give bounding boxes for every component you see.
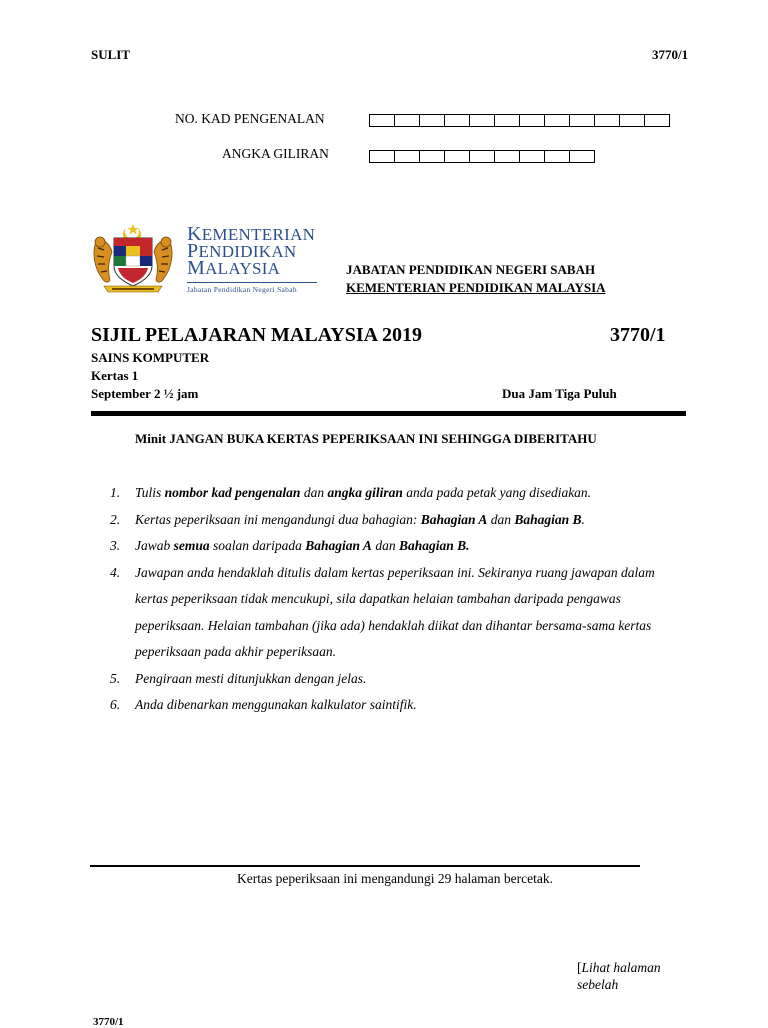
footer-code: 3770/1	[93, 1016, 124, 1028]
instruction-text: Pengiraan mesti ditunjukkan dengan jelas.	[135, 670, 367, 686]
instruction-item	[110, 666, 670, 693]
instruction-item	[110, 480, 670, 507]
id-box-cell[interactable]	[544, 114, 570, 127]
id-box-cell[interactable]	[519, 150, 545, 163]
id-box-cell[interactable]	[594, 114, 620, 127]
thick-divider	[91, 411, 686, 416]
instruction-number: 3.	[110, 538, 121, 553]
instruction-number: 1.	[110, 485, 121, 500]
page-count-note: Kertas peperiksaan ini mengandungi 29 halaman bercetak.	[236, 871, 553, 886]
bottom-divider	[90, 865, 640, 867]
id-box-cell[interactable]	[519, 114, 545, 127]
id-box-cell[interactable]	[469, 150, 495, 163]
instruction-number: 4.	[110, 564, 121, 580]
index-number-label: ANGKA GILIRAN	[222, 146, 329, 161]
header-code: 3770/1	[652, 47, 689, 62]
ministry-wordmark: KEMENTERIAN PENDIDIKAN MALAYSIA	[187, 223, 316, 279]
id-box-cell[interactable]	[494, 114, 520, 127]
instruction-number: 6.	[110, 697, 121, 712]
instruction-item	[110, 692, 670, 719]
malaysia-crest-icon	[90, 222, 176, 296]
department-line-1: JABATAN PENDIDIKAN NEGERI SABAH	[346, 262, 596, 277]
id-box-cell[interactable]	[494, 150, 520, 163]
id-box-cell[interactable]	[394, 114, 420, 127]
index-number-boxes[interactable]	[369, 150, 595, 163]
instruction-text: Jawapan anda hendaklah ditulis dalam kertas peperiksaan ini. Sekiranya ruang jawapan dalam kertas peperiksaan tidak mencukupi, sila dapatkan helaian tambahan daripada pengawas peperiksaan. Helaian tambahan (jika ada) hendaklah diikat dan dihantar bersama-sama kertas peperiksaan pada akhir peperiksaan.	[135, 564, 655, 659]
instruction-number: 2.	[110, 511, 121, 527]
id-box-cell[interactable]	[369, 114, 395, 127]
id-box-cell[interactable]	[619, 114, 645, 127]
instruction-number: 5.	[110, 670, 121, 686]
id-box-cell[interactable]	[419, 114, 445, 127]
instruction-text: Kertas peperiksaan ini mengandungi dua bahagian: Bahagian A dan Bahagian B.	[135, 511, 585, 527]
instruction-item	[110, 533, 670, 560]
ministry-subtitle: Jabatan Pendidikan Negeri Sabah	[187, 282, 317, 294]
id-box-cell[interactable]	[544, 150, 570, 163]
exam-date-duration: September 2 ½ jam	[91, 386, 199, 401]
subject-name: SAINS KOMPUTER	[91, 350, 210, 365]
id-box-cell[interactable]	[444, 114, 470, 127]
id-box-cell[interactable]	[569, 150, 595, 163]
instruction-item	[110, 507, 670, 534]
header-sulit: SULIT	[91, 47, 131, 62]
id-box-cell[interactable]	[369, 150, 395, 163]
instruction-item	[110, 560, 670, 666]
instruction-text: Jawab semua soalan daripada Bahagian A dan Bahagian B.	[135, 538, 470, 553]
instruction-text: Anda dibenarkan menggunakan kalkulator saintifik.	[135, 697, 417, 712]
id-box-cell[interactable]	[644, 114, 670, 127]
instructions-list	[110, 480, 670, 719]
ic-number-boxes[interactable]	[369, 114, 670, 127]
id-box-cell[interactable]	[419, 150, 445, 163]
exam-title: SIJIL PELAJARAN MALAYSIA 2019	[91, 324, 422, 346]
duration-words: Dua Jam Tiga Puluh	[502, 386, 617, 401]
id-box-cell[interactable]	[444, 150, 470, 163]
ic-number-label: NO. KAD PENGENALAN	[175, 111, 325, 126]
paper-number: Kertas 1	[91, 368, 139, 383]
exam-code: 3770/1	[610, 324, 666, 346]
id-box-cell[interactable]	[394, 150, 420, 163]
instruction-text: Tulis nombor kad pengenalan dan angka giliran anda pada petak yang disediakan.	[135, 485, 592, 500]
id-box-cell[interactable]	[569, 114, 595, 127]
see-next-page: [Lihat halaman sebelah	[577, 960, 661, 992]
do-not-open-warning: Minit JANGAN BUKA KERTAS PEPERIKSAAN INI SEHINGGA DIBERITAHU	[135, 431, 597, 446]
department-line-2: KEMENTERIAN PENDIDIKAN MALAYSIA	[346, 280, 606, 295]
id-box-cell[interactable]	[469, 114, 495, 127]
